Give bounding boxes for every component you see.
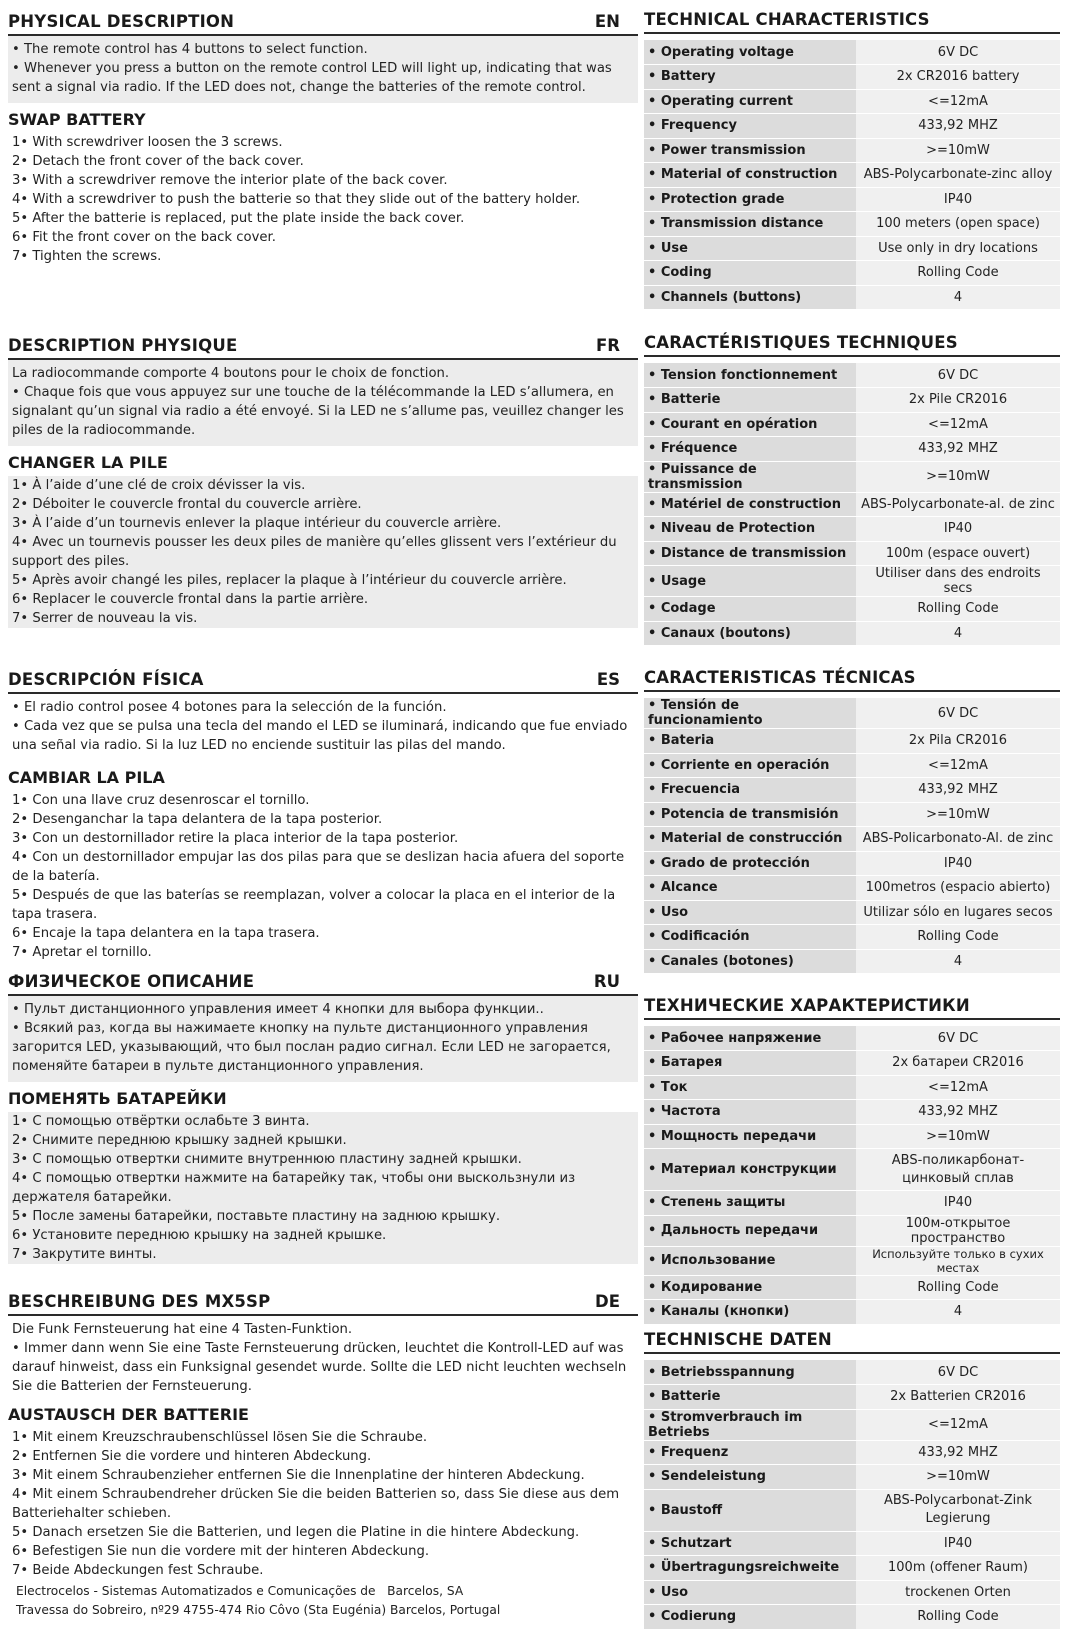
spec-row bbox=[644, 1246, 1060, 1275]
spec-row bbox=[644, 1075, 1060, 1100]
spec-key: • Canaux (boutons) bbox=[644, 621, 856, 646]
description-text: • The remote control has 4 buttons to select function. bbox=[12, 42, 368, 57]
spec-value: <=12mA bbox=[856, 753, 1060, 778]
spec-row bbox=[644, 1531, 1060, 1556]
section-title: TECHNISCHE DATEN bbox=[644, 1330, 832, 1349]
step-item: 1• À l’aide d’une clé de croix dévisser la vis. bbox=[12, 478, 306, 493]
step-item: 5• Danach ersetzen Sie die Batterien, und legen die Platine in die hintere Abdeckung. bbox=[12, 1525, 580, 1540]
step-item: 3• С помощью отвертки снимите внутреннюю пластину задней крышки. bbox=[12, 1152, 522, 1167]
spec-value: >=10mW bbox=[856, 1465, 1060, 1490]
spec-row bbox=[644, 1149, 1060, 1191]
spec-row bbox=[644, 187, 1060, 212]
company-footer bbox=[16, 1582, 500, 1620]
spec-row bbox=[644, 1409, 1060, 1440]
battery-steps bbox=[8, 1112, 638, 1264]
spec-value: 433,92 MHZ bbox=[856, 778, 1060, 803]
spec-key: • Степень защиты bbox=[644, 1191, 856, 1216]
spec-row bbox=[644, 492, 1060, 517]
spec-table bbox=[644, 363, 1060, 646]
spec-value: 100 meters (open space) bbox=[856, 212, 1060, 237]
spec-key: • Мощность передачи bbox=[644, 1124, 856, 1149]
step-item: 6• Fit the front cover on the back cover. bbox=[12, 230, 276, 245]
step-item: 2• Déboiter le couvercle frontal du couvercle arrière. bbox=[12, 497, 362, 512]
spec-value: 6V DC bbox=[856, 1360, 1060, 1385]
spec-row bbox=[644, 566, 1060, 597]
spec-key: • Schutzart bbox=[644, 1531, 856, 1556]
spec-row bbox=[644, 1605, 1060, 1630]
step-item: 4• Mit einem Schraubendreher drücken Sie die beiden Batterien so, dass Sie diese aus dem Batteriehalter schieben. bbox=[12, 1487, 620, 1521]
section-es-description bbox=[8, 668, 638, 962]
step-item: 5• After the batterie is replaced, put the plate inside the back cover. bbox=[12, 211, 465, 226]
spec-key: • Codage bbox=[644, 597, 856, 622]
spec-row bbox=[644, 212, 1060, 237]
spec-row bbox=[644, 900, 1060, 925]
step-item: 2• Entfernen Sie die vordere und hinteren Abdeckung. bbox=[12, 1449, 372, 1464]
spec-value: 433,92 MHZ bbox=[856, 1440, 1060, 1465]
spec-table bbox=[644, 40, 1060, 310]
step-item: 6• Befestigen Sie nun die vordere mit der hinteren Abdeckung. bbox=[12, 1544, 430, 1559]
step-item: 6• Установите переднюю крышку на задней крышке. bbox=[12, 1228, 387, 1243]
spec-key: • Bateria bbox=[644, 729, 856, 754]
section-header bbox=[644, 8, 1060, 34]
spec-table bbox=[644, 698, 1060, 974]
description-box bbox=[8, 996, 638, 1082]
spec-key: • Übertragungsreichweite bbox=[644, 1556, 856, 1581]
spec-value: >=10mW bbox=[856, 138, 1060, 163]
spec-row bbox=[644, 1385, 1060, 1410]
section-header bbox=[644, 1328, 1060, 1354]
spec-value: ABS-Policarbonato-Al. de zinc bbox=[856, 827, 1060, 852]
spec-value: Используйте только в сухих местах bbox=[856, 1246, 1060, 1275]
spec-key: • Battery bbox=[644, 65, 856, 90]
description-text: Die Funk Fernsteuerung hat eine 4 Tasten-Funktion. bbox=[12, 1322, 353, 1337]
spec-row bbox=[644, 1051, 1060, 1076]
spec-value: 4 bbox=[856, 285, 1060, 310]
spec-row bbox=[644, 114, 1060, 139]
spec-key: • Niveau de Protection bbox=[644, 517, 856, 542]
language-code: FR bbox=[596, 336, 620, 355]
spec-key: • Transmission distance bbox=[644, 212, 856, 237]
spec-key: • Frequenz bbox=[644, 1440, 856, 1465]
spec-key: • Grado de protección bbox=[644, 851, 856, 876]
spec-row bbox=[644, 802, 1060, 827]
section-title: CARACTERISTICAS TÉCNICAS bbox=[644, 668, 916, 687]
language-code: DE bbox=[595, 1292, 620, 1311]
spec-row bbox=[644, 1465, 1060, 1490]
spec-value: 6V DC bbox=[856, 40, 1060, 65]
spec-value: IP40 bbox=[856, 1531, 1060, 1556]
step-item: 1• With screwdriver loosen the 3 screws. bbox=[12, 135, 283, 150]
battery-steps bbox=[8, 1428, 638, 1580]
step-item: 4• With a screwdriver to push the batterie so that they slide out of the battery holder. bbox=[12, 192, 581, 207]
spec-row bbox=[644, 597, 1060, 622]
spec-key: • Tension fonctionnement bbox=[644, 363, 856, 388]
spec-row bbox=[644, 412, 1060, 437]
section-en-description bbox=[8, 10, 638, 266]
spec-row bbox=[644, 163, 1060, 188]
spec-value: Use only in dry locations bbox=[856, 236, 1060, 261]
section-de-description bbox=[8, 1290, 638, 1580]
spec-value: 2x батареи CR2016 bbox=[856, 1051, 1060, 1076]
step-item: 7• Beide Abdeckungen fest Schraube. bbox=[12, 1563, 264, 1578]
spec-value: >=10mW bbox=[856, 461, 1060, 492]
spec-value: >=10mW bbox=[856, 1124, 1060, 1149]
spec-value: >=10mW bbox=[856, 802, 1060, 827]
section-fr-description bbox=[8, 334, 638, 628]
spec-key: • Uso bbox=[644, 900, 856, 925]
spec-row bbox=[644, 876, 1060, 901]
step-item: 4• С помощью отвертки нажмите на батарейку так, чтобы они выскользнули из держателя батарейки. bbox=[12, 1171, 576, 1205]
spec-value: <=12mA bbox=[856, 1409, 1060, 1440]
spec-value: 433,92 MHZ bbox=[856, 1100, 1060, 1125]
spec-key: • Codierung bbox=[644, 1605, 856, 1630]
spec-value: ABS-Polycarbonat-Zink Legierung bbox=[856, 1489, 1060, 1531]
spec-row bbox=[644, 1360, 1060, 1385]
spec-value: <=12mA bbox=[856, 412, 1060, 437]
spec-row bbox=[644, 138, 1060, 163]
description-text: • Immer dann wenn Sie eine Taste Fernsteuerung drücken, leuchtet die Kontroll-LED auf was darauf hinweist, dass ein Funksignal gesendet wurde. Sollte die LED nicht leuchten wechseln Sie die Batterien der Fernsteuerung. bbox=[12, 1341, 627, 1394]
spec-key: • Potencia de transmisión bbox=[644, 802, 856, 827]
spec-value: 100m (offener Raum) bbox=[856, 1556, 1060, 1581]
spec-row bbox=[644, 1026, 1060, 1051]
spec-key: • Channels (buttons) bbox=[644, 285, 856, 310]
spec-key: • Puissance de transmission bbox=[644, 461, 856, 492]
spec-value: Rolling Code bbox=[856, 1605, 1060, 1630]
step-item: 7• Tighten the screws. bbox=[12, 249, 162, 264]
spec-key: • Usage bbox=[644, 566, 856, 597]
description-text: • Cada vez que se pulsa una tecla del mando el LED se iluminará, indicando que fue enviado una señal via radio. Si la luz LED no enciende sustituir las pilas del mando. bbox=[12, 719, 628, 753]
step-item: 1• Mit einem Kreuzschraubenschlüssel lösen Sie die Schraube. bbox=[12, 1430, 428, 1445]
battery-steps bbox=[8, 791, 638, 962]
spec-key: • Courant en opération bbox=[644, 412, 856, 437]
section-header bbox=[8, 1290, 638, 1316]
spec-key: • Батарея bbox=[644, 1051, 856, 1076]
spec-value: 4 bbox=[856, 949, 1060, 974]
spec-key: • Частота bbox=[644, 1100, 856, 1125]
section-header bbox=[644, 331, 1060, 357]
spec-row bbox=[644, 1191, 1060, 1216]
spec-row bbox=[644, 89, 1060, 114]
spec-row bbox=[644, 1124, 1060, 1149]
spec-row bbox=[644, 1300, 1060, 1325]
spec-row bbox=[644, 1215, 1060, 1246]
step-item: 1• Con una llave cruz desenroscar el tornillo. bbox=[12, 793, 310, 808]
spec-key: • Material of construction bbox=[644, 163, 856, 188]
spec-value: Rolling Code bbox=[856, 597, 1060, 622]
spec-row bbox=[644, 1275, 1060, 1300]
spec-value: IP40 bbox=[856, 517, 1060, 542]
spec-key: • Tensión de funcionamiento bbox=[644, 698, 856, 729]
description-text: • Всякий раз, когда вы нажимаете кнопку на пульте дистанционного управления загорится LED, указывающий, что был послан радио сигнал. Если LED не загорается, поменяйте батареи в пульте дистанционного управления. bbox=[12, 1021, 611, 1074]
spec-row bbox=[644, 437, 1060, 462]
spec-value: 6V DC bbox=[856, 698, 1060, 729]
step-item: 2• Снимите переднюю крышку задней крышки. bbox=[12, 1133, 347, 1148]
spec-key: • Batterie bbox=[644, 388, 856, 413]
spec-value: trockenen Orten bbox=[856, 1580, 1060, 1605]
spec-key: • Protection grade bbox=[644, 187, 856, 212]
description-text: • El radio control posee 4 botones para la selección de la función. bbox=[12, 700, 447, 715]
company-address: Travessa do Sobreiro, nº29 4755-474 Rio Côvo (Sta Eugénia) Barcelos, Portugal bbox=[16, 1603, 501, 1617]
section-title: DESCRIPTION PHYSIQUE bbox=[8, 336, 238, 355]
section-title: TECHNICAL CHARACTERISTICS bbox=[644, 10, 930, 29]
description-text: • Пульт дистанционного управления имеет 4 кнопки для выбора функции.. bbox=[12, 1002, 544, 1017]
spec-row bbox=[644, 541, 1060, 566]
spec-row bbox=[644, 261, 1060, 286]
step-item: 2• Detach the front cover of the back cover. bbox=[12, 154, 304, 169]
description-text: La radiocommande comporte 4 boutons pour le choix de fonction. bbox=[12, 366, 450, 381]
spec-key: • Sendeleistung bbox=[644, 1465, 856, 1490]
spec-value: ABS-Polycarbonate-al. de zinc bbox=[856, 492, 1060, 517]
spec-key: • Alcance bbox=[644, 876, 856, 901]
battery-section-title: ПОМЕНЯТЬ БАТАРЕЙКИ bbox=[8, 1089, 227, 1108]
spec-row bbox=[644, 388, 1060, 413]
spec-value: 2x Pile CR2016 bbox=[856, 388, 1060, 413]
spec-value: 6V DC bbox=[856, 1026, 1060, 1051]
spec-value: <=12mA bbox=[856, 1075, 1060, 1100]
spec-key: • Canales (botones) bbox=[644, 949, 856, 974]
section-fr-technical bbox=[644, 331, 1060, 646]
spec-row bbox=[644, 363, 1060, 388]
spec-value: 6V DC bbox=[856, 363, 1060, 388]
section-ru-technical bbox=[644, 994, 1060, 1325]
spec-row bbox=[644, 949, 1060, 974]
language-code: ES bbox=[596, 670, 620, 689]
spec-key: • Ток bbox=[644, 1075, 856, 1100]
spec-value: 100m (espace ouvert) bbox=[856, 541, 1060, 566]
step-item: 5• Après avoir changé les piles, replacer la plaque à l’intérieur du couvercle arrière. bbox=[12, 573, 567, 588]
spec-value: ABS-Polycarbonate-zinc alloy bbox=[856, 163, 1060, 188]
spec-key: • Baustoff bbox=[644, 1489, 856, 1531]
section-title: PHYSICAL DESCRIPTION bbox=[8, 12, 235, 31]
spec-key: • Matériel de construction bbox=[644, 492, 856, 517]
section-header bbox=[8, 970, 638, 996]
spec-key: • Рабочее напряжение bbox=[644, 1026, 856, 1051]
spec-row bbox=[644, 827, 1060, 852]
spec-key: • Batterie bbox=[644, 1385, 856, 1410]
spec-value: Rolling Code bbox=[856, 261, 1060, 286]
section-title: DESCRIPCIÓN FÍSICA bbox=[8, 670, 204, 689]
step-item: 6• Encaje la tapa delantera en la tapa trasera. bbox=[12, 926, 320, 941]
spec-key: • Stromverbrauch im Betriebs bbox=[644, 1409, 856, 1440]
spec-row bbox=[644, 621, 1060, 646]
description-box bbox=[8, 694, 638, 761]
spec-value: 2x Batterien CR2016 bbox=[856, 1385, 1060, 1410]
spec-key: • Power transmission bbox=[644, 138, 856, 163]
battery-section-title: SWAP BATTERY bbox=[8, 110, 146, 129]
spec-row bbox=[644, 236, 1060, 261]
spec-row bbox=[644, 698, 1060, 729]
spec-value: Rolling Code bbox=[856, 925, 1060, 950]
spec-row bbox=[644, 1100, 1060, 1125]
step-item: 7• Apretar el tornillo. bbox=[12, 945, 152, 960]
step-item: 1• С помощью отвёртки ослабьте 3 винта. bbox=[12, 1114, 310, 1129]
step-item: 3• With a screwdriver remove the interior plate of the back cover. bbox=[12, 173, 448, 188]
section-en-technical bbox=[644, 8, 1060, 310]
spec-key: • Frequency bbox=[644, 114, 856, 139]
spec-row bbox=[644, 778, 1060, 803]
battery-section-title: CHANGER LA PILE bbox=[8, 453, 168, 472]
section-header bbox=[8, 334, 638, 360]
spec-value: 100metros (espacio abierto) bbox=[856, 876, 1060, 901]
battery-section-title: AUSTAUSCH DER BATTERIE bbox=[8, 1405, 249, 1424]
section-header bbox=[8, 10, 638, 36]
section-title: CARACTÉRISTIQUES TECHNIQUES bbox=[644, 333, 958, 352]
step-item: 6• Replacer le couvercle frontal dans la partie arrière. bbox=[12, 592, 369, 607]
spec-row bbox=[644, 461, 1060, 492]
spec-value: Utilizar sólo en lugares secos bbox=[856, 900, 1060, 925]
spec-row bbox=[644, 40, 1060, 65]
spec-key: • Frecuencia bbox=[644, 778, 856, 803]
language-code: EN bbox=[594, 12, 620, 31]
spec-row bbox=[644, 925, 1060, 950]
spec-key: • Fréquence bbox=[644, 437, 856, 462]
section-es-technical bbox=[644, 666, 1060, 974]
description-box bbox=[8, 1316, 638, 1402]
spec-row bbox=[644, 517, 1060, 542]
battery-steps bbox=[8, 133, 638, 266]
spec-key: • Use bbox=[644, 236, 856, 261]
spec-value: 100м-открытое пространство bbox=[856, 1215, 1060, 1246]
step-item: 5• После замены батарейки, поставьте пластину на заднюю крышку. bbox=[12, 1209, 501, 1224]
spec-value: Utiliser dans des endroits secs bbox=[856, 566, 1060, 597]
spec-key: • Operating current bbox=[644, 89, 856, 114]
spec-key: • Uso bbox=[644, 1580, 856, 1605]
spec-key: • Distance de transmission bbox=[644, 541, 856, 566]
spec-value: ABS-поликарбонат-цинковый сплав bbox=[856, 1149, 1060, 1191]
spec-key: • Coding bbox=[644, 261, 856, 286]
spec-value: 4 bbox=[856, 1300, 1060, 1325]
step-item: 2• Desenganchar la tapa delantera de la tapa posterior. bbox=[12, 812, 383, 827]
step-item: 7• Закрутите винты. bbox=[12, 1247, 157, 1262]
battery-steps bbox=[8, 476, 638, 628]
spec-row bbox=[644, 729, 1060, 754]
section-de-technical bbox=[644, 1328, 1060, 1630]
description-box bbox=[8, 360, 638, 446]
spec-value: <=12mA bbox=[856, 89, 1060, 114]
section-title: ТЕХНИЧЕСКИЕ ХАРАКТЕРИСТИКИ bbox=[644, 996, 970, 1015]
spec-key: • Operating voltage bbox=[644, 40, 856, 65]
spec-key: • Материал конструкции bbox=[644, 1149, 856, 1191]
spec-value: 2x CR2016 battery bbox=[856, 65, 1060, 90]
description-text: • Chaque fois que vous appuyez sur une touche de la télécommande la LED s’allumera, en signalant qu’un signal via radio a été envoyé. Si la LED ne s’allume pas, veuillez changer les piles de la radiocommande. bbox=[12, 385, 624, 438]
section-title: BESCHREIBUNG DES MX5SP bbox=[8, 1292, 271, 1311]
spec-value: Rolling Code bbox=[856, 1275, 1060, 1300]
spec-row bbox=[644, 1580, 1060, 1605]
step-item: 5• Después de que las baterías se reemplazan, volver a colocar la placa en el interior de la tapa trasera. bbox=[12, 888, 616, 922]
spec-key: • Corriente en operación bbox=[644, 753, 856, 778]
description-box bbox=[8, 36, 638, 103]
spec-value: 433,92 MHZ bbox=[856, 114, 1060, 139]
section-header bbox=[644, 994, 1060, 1020]
spec-key: • Material de construcción bbox=[644, 827, 856, 852]
spec-row bbox=[644, 65, 1060, 90]
section-ru-description bbox=[8, 970, 638, 1264]
step-item: 3• Mit einem Schraubenzieher entfernen Sie die Innenplatine der hinteren Abdeckung. bbox=[12, 1468, 585, 1483]
spec-key: • Кодирование bbox=[644, 1275, 856, 1300]
step-item: 4• Con un destornillador empujar las dos pilas para que se deslizan hacia afuera del soporte de la batería. bbox=[12, 850, 625, 884]
spec-key: • Использование bbox=[644, 1246, 856, 1275]
spec-value: 2x Pila CR2016 bbox=[856, 729, 1060, 754]
spec-table bbox=[644, 1026, 1060, 1325]
spec-key: • Betriebsspannung bbox=[644, 1360, 856, 1385]
spec-value: IP40 bbox=[856, 1191, 1060, 1216]
step-item: 3• Con un destornillador retire la placa interior de la tapa posterior. bbox=[12, 831, 459, 846]
spec-value: IP40 bbox=[856, 187, 1060, 212]
spec-table bbox=[644, 1360, 1060, 1630]
step-item: 7• Serrer de nouveau la vis. bbox=[12, 611, 198, 626]
section-header bbox=[644, 666, 1060, 692]
spec-row bbox=[644, 851, 1060, 876]
section-header bbox=[8, 668, 638, 694]
spec-key: • Каналы (кнопки) bbox=[644, 1300, 856, 1325]
spec-value: IP40 bbox=[856, 851, 1060, 876]
spec-row bbox=[644, 1440, 1060, 1465]
spec-value: 433,92 MHZ bbox=[856, 437, 1060, 462]
description-text: • Whenever you press a button on the remote control LED will light up, indicating that was sent a signal via radio. If the LED does not, change the batteries of the remote control. bbox=[12, 61, 612, 95]
spec-row bbox=[644, 753, 1060, 778]
section-title: ФИЗИЧЕСКОЕ ОПИСАНИЕ bbox=[8, 972, 255, 991]
language-code: RU bbox=[593, 972, 620, 991]
spec-value: 4 bbox=[856, 621, 1060, 646]
spec-row bbox=[644, 1556, 1060, 1581]
step-item: 3• À l’aide d’un tournevis enlever la plaque intérieur du couvercle arrière. bbox=[12, 516, 502, 531]
spec-row bbox=[644, 1489, 1060, 1531]
step-item: 4• Avec un tournevis pousser les deux piles de manière qu’elles glissent vers l’extérieur du support des piles. bbox=[12, 535, 617, 569]
company-name: Electrocelos - Sistemas Automatizados e Comunicações de Barcelos, SA bbox=[16, 1584, 464, 1598]
battery-section-title: CAMBIAR LA PILA bbox=[8, 768, 165, 787]
spec-key: • Codificación bbox=[644, 925, 856, 950]
spec-key: • Дальность передачи bbox=[644, 1215, 856, 1246]
spec-row bbox=[644, 285, 1060, 310]
